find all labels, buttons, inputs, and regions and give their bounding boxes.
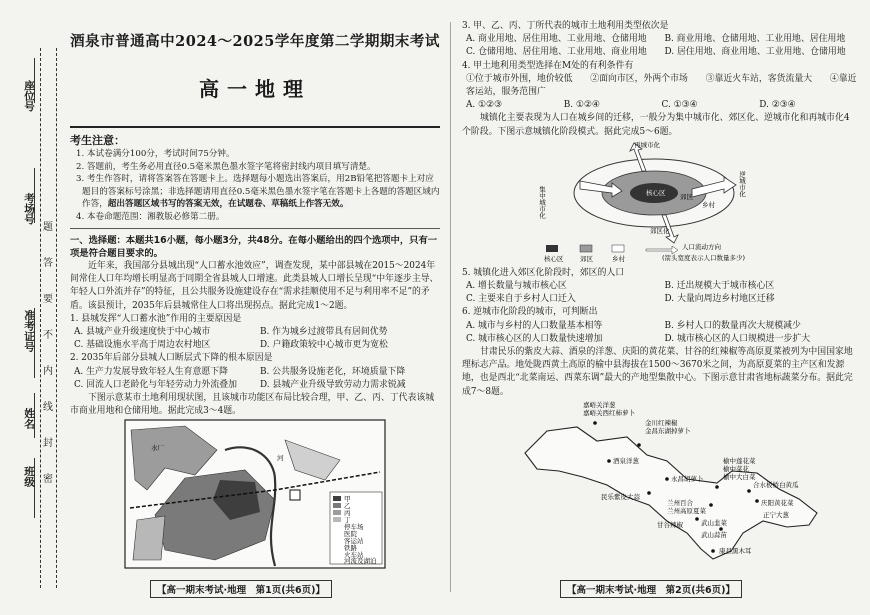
seal-char: 线 [43,402,53,413]
option[interactable]: D. 户籍政策较中心城市更为宽松 [260,340,388,351]
section-heading: 一、选择题：本题共16小题，每小题3分，共48分。在每小题给出的四个选项中，只有一项是符合题目要求的。 [70,234,438,259]
map-label: 嘉峪关西红柿萝卜 [583,408,635,417]
legend-suburb: 郊区 [580,254,593,263]
passage: 甘肃民乐的紫皮大蒜、酒泉的洋葱、庆阳的黄花菜、甘谷的红辣椒等高原夏菜被列为中国国家地理标志产品。地处陇西黄土高原的榆中县海拔在1500～3670米之间，为高原夏菜的主产区和发源地，也是西北“北菜南运、西菜东调”最大的产地型集散中心。下图示意甘肃省地标蔬菜分布。据此完成7～8题。 [462,347,853,397]
province-outline [525,427,817,559]
passage: 下图示意某市土地利用现状图，且该城市功能区布局比较合理，甲、乙、丙、丁代表该城市商业用地和仓储用地。据此完成3～4题。 [70,393,435,417]
city-dot [695,517,699,521]
legend-item: 丙 [344,509,351,518]
legend-rural: 乡村 [612,254,625,263]
land-use-map [125,420,385,568]
legend-swatch [333,517,341,522]
map-label: 永昌胡萝卜 [671,474,704,483]
seal-char: 密 [43,474,53,485]
map-label: 榆中大白菜 [723,472,756,481]
option[interactable]: A. 增长数量与城市核心区 [466,281,567,292]
seal-char: 题 [43,222,53,233]
option[interactable]: D. 居住用地、商业用地、工业用地、仓储用地 [664,47,846,58]
exam-room-label: 考场号 [23,193,35,225]
footer-page-2: 【高一期末考试·地理 第2页(共6页)】 [560,580,742,598]
map-label: 庆阳黄花菜 [761,498,794,507]
legend-swatch [546,245,558,252]
legend-item: 铁路 [344,544,357,553]
map-label-river: 河 [277,454,284,463]
label-rural: 乡村 [702,200,715,209]
station-marker [290,490,300,500]
legend-swatch [612,245,624,252]
seal-char: 内 [43,366,53,377]
notice-item: 1. 本试卷满分100分，考试时间75分钟。 [76,149,235,159]
question-1-stem: 1. 县城发挥“人口蓄水池”作用的主要原因是 [70,313,242,324]
notice-text: 3. 考生作答时，请将答案答在答题卡上。选择题每小题选出答案后，用2B铅笔把答题卡上对应题目的答案标号涂黑；非选择题请用直径0.5毫米黑色墨水签字笔在答题卡上各题的答题区域内作答， [76,174,440,210]
exam-title: 酒泉市普通高中2024～2025学年度第二学期期末考试 [70,33,440,50]
option[interactable]: B. 商业用地、仓储用地、工业用地、居住用地 [664,34,846,45]
name-label: 姓名 [23,408,35,429]
map-label: 甘谷辣椒 [657,520,683,529]
map-label: 嘉峪关洋葱 [583,400,616,409]
page-2 [462,20,857,605]
footer-page-1: 【高一期末考试·地理 第1页(共6页)】 [150,580,332,598]
option[interactable]: B. ①②④ [563,100,600,111]
question-4-stem: 4. 甲土地利用类型选择在M处的有利条件有 [462,60,634,71]
city-dot [647,491,651,495]
legend-item: 河流及湖泊 [344,557,377,566]
legend-flow: 人口流动方向 [682,242,721,251]
map-label: 武山韭菜 [701,518,727,527]
legend-item: 甲 [344,495,351,504]
map-label: 康县黑木耳 [719,546,752,555]
map-label: 榆中菜花 [723,464,749,473]
question-6-options [462,320,857,346]
district-area [133,516,165,560]
option[interactable]: A. ①②③ [466,100,502,111]
class-label: 班级 [23,466,35,487]
binding-strip [6,18,64,598]
header-rule [70,126,440,128]
question-4-conditions: ①位于城市外围，地价较低 ②面向市区，外两个市场 ③靠近火车站，客货流量大 ④靠近客运站，服务范围广 [466,73,857,98]
option[interactable]: C. 基础设施水平高于周边农村地区 [74,340,211,351]
legend-item: 客运站 [344,537,364,546]
map-label: 民乐紫皮大蒜 [601,492,640,501]
seal-char: 封 [43,438,53,449]
city-dot [665,477,669,481]
legend-swatch [333,496,341,501]
notice-item [70,173,440,211]
city-dot [593,421,597,425]
question-3-stem: 3. 甲、乙、丙、丁所代表的城市土地利用类型依次是 [462,21,669,31]
map-label: 金川红辣椒 [645,418,678,427]
notice-rule [70,228,440,229]
seal-line [40,48,57,588]
legend-swatch [333,503,341,508]
legend-item: 乙 [344,502,351,511]
option[interactable]: C. 仓储用地、居住用地、工业用地、商业用地 [466,47,647,58]
label-reurbanization: 再城市化 [634,140,660,149]
subject-title: 高一地理 [199,77,311,101]
admission-label: 准考证号 [23,310,35,352]
legend-item: 火车站 [344,551,364,560]
option[interactable]: B. 公共服务设施老化，环境质量下降 [260,366,406,377]
map-label: 酒泉洋葱 [613,456,639,465]
option[interactable]: A. 县城产业升级速度快于中心城市 [74,326,211,337]
legend-swatch [580,245,592,252]
city-dot [711,549,715,553]
label-suburbanization: 郊区化 [650,226,670,235]
legend-item: 停车场 [344,523,364,532]
question-6-stem: 6. 逆城市化阶段的城市，可判断出 [462,307,598,318]
legend-item: 丁 [344,516,351,525]
question-2-stem: 2. 2035年后部分县城人口断层式下降的根本原因是 [70,353,273,364]
option[interactable]: B. 乡村人口的数量再次大规模减少 [664,320,801,331]
page-divider [450,22,451,592]
page-1 [70,20,440,605]
question-5-options [462,280,857,306]
map-label: 金昌东湖掉萝卜 [645,426,691,435]
map-label: 兰州高原夏菜 [667,506,706,515]
legend-core: 核心区 [544,254,564,263]
passage: 城镇化主要表现为人口在城乡间的迁移，一般分为集中城市化、郊区化、逆城市化和再城市化4个阶段。下图示意城镇化阶段模式。据此完成5～6题。 [462,113,850,137]
label-suburb: 郊区 [680,192,693,201]
option[interactable]: C. 主要来自于乡村人口迁入 [466,294,576,305]
map-label: 武山蒜苗 [701,530,727,539]
notice-heading: 考生注意： [70,134,125,147]
urbanization-diagram [538,140,772,263]
option[interactable]: B. 迁出规模大于城市核心区 [664,281,775,292]
seal-char: 不 [43,330,53,341]
question-3-options [462,33,857,59]
city-dot [637,443,641,447]
city-dot [755,499,759,503]
question-4-options [462,99,857,112]
option[interactable]: B. 作为城乡过渡带具有居间优势 [260,326,388,337]
option[interactable]: D. 县城产业升级导致劳动力需求锐减 [260,379,406,390]
legend-swatch [333,510,341,515]
city-dot [709,503,713,507]
map-label: 榆中莲花菜 [723,456,756,465]
label-concentration: 集中城市化 [538,185,546,219]
option[interactable]: C. 回流人口老龄化与年轻劳动力外流叠加 [74,379,237,390]
notice-item: 2. 答题前，考生务必用直径0.5毫米黑色墨水签字笔将密封线内项目填写清楚。 [76,161,376,172]
option[interactable]: A. 生产力发展导致年轻人生育意愿下降 [74,366,229,377]
option[interactable]: A. 商业用地、居住用地、工业用地、仓储用地 [466,34,647,45]
city-dot [747,489,751,493]
map-label: 正宁大葱 [763,510,789,519]
label-counterurbanization: 逆城市化 [738,170,746,197]
legend-item: 医院 [344,530,357,539]
seal-char: 要 [43,294,53,305]
map-label-waterworks: 水厂 [151,444,164,453]
city-dot [715,485,719,489]
notice-item: 4. 本卷命题范围：湘教版必修第二册。 [76,211,225,222]
map-label: 兰州百合 [667,498,693,507]
map-label: 合水板桥白黄瓜 [753,480,799,489]
option[interactable]: D. 大量向周边乡村地区迁移 [664,294,775,305]
legend-flow-note: (箭头宽度表示人口数量多少) [662,253,746,262]
legend-arrow [646,246,678,254]
gansu-vegetable-map [517,401,837,561]
option[interactable]: D. ②③④ [759,100,796,111]
question-5-stem: 5. 城镇化进入郊区化阶段时，郊区的人口 [462,267,625,278]
passage: 近年来，我国部分县城出现“人口蓄水池效应”，调查发现，某中部县城在2015～2024年间常住人口年均增长明显高于同期全省县城人口增速。此类县城人口增长呈现“中年逐步主导、年轻人口外流并存”的特征，且公共服务设施建设存在“需求挂顺使用不足与利用率不足”的矛盾。该县预计，2035年后县城常住人口将出现拐点。据此完成1～2题。 [70,260,439,311]
option[interactable]: A. 城市与乡村的人口数量基本相等 [466,320,603,331]
option[interactable]: C. ①③④ [661,100,698,111]
notice-highlight: 超出答题区域书写的答案无效，在试题卷、草稿纸上作答无效。 [107,199,349,210]
label-core: 核心区 [646,188,666,197]
option[interactable]: D. 城市核心区的人口规模进一步扩大 [664,333,811,344]
city-dot [607,459,611,463]
seal-char: 答 [43,258,53,269]
option[interactable]: C. 城市核心区的人口数量快速增加 [466,333,603,344]
question-2-options [70,366,440,392]
question-1-options [70,326,440,352]
seat-label: 座位号 [23,80,35,112]
